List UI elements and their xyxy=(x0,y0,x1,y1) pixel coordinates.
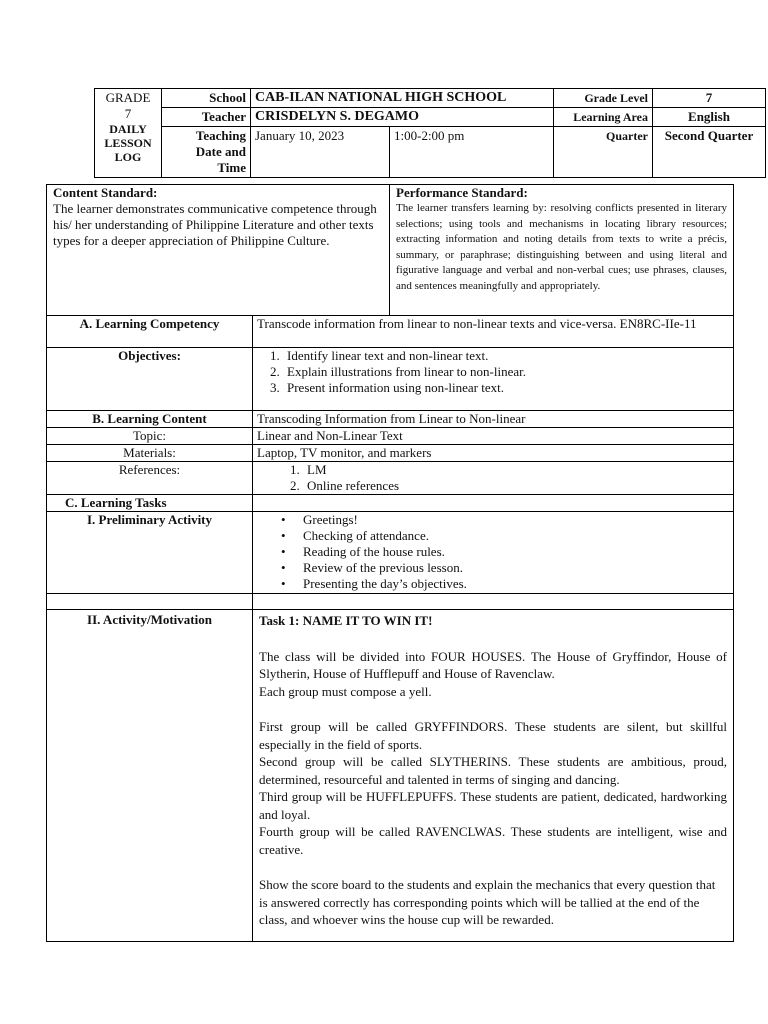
content-standard-cell xyxy=(47,185,390,315)
grade-number: 7 xyxy=(124,106,132,121)
topic-label: Topic: xyxy=(47,428,253,445)
task-paragraph: First group will be called GRYFFINDORS. These students are silent, but skillful especially in the field of sports. xyxy=(259,719,727,752)
preliminary-item: • Reading of the house rules. xyxy=(303,544,729,560)
teaching-label-line-1: Teaching xyxy=(195,128,246,143)
task-paragraph: Fourth group will be called RAVENCLWAS. These students are intelligent, wise and creative. xyxy=(259,824,727,857)
objective-item: 3. Present information using non-linear text. xyxy=(283,380,729,396)
dll-line-2: LESSON xyxy=(104,136,152,150)
competency-value: Transcode information from linear to non-linear texts and vice-versa. EN8RC-IIe-11 xyxy=(253,316,734,348)
objective-item: 1. Identify linear text and non-linear text. xyxy=(283,348,729,364)
topic-value: Linear and Non-Linear Text xyxy=(253,428,734,445)
learning-tasks-label: C. Learning Tasks xyxy=(47,495,253,512)
task-paragraph: Third group will be HUFFLEPUFFS. These students are patient, dedicated, hardworking and loyal. xyxy=(259,789,727,822)
school-value: CAB-ILAN NATIONAL HIGH SCHOOL xyxy=(251,89,554,108)
materials-label: Materials: xyxy=(47,445,253,462)
quarter-value: Second Quarter xyxy=(653,127,766,178)
learning-tasks-empty xyxy=(253,495,734,512)
spacer-cell xyxy=(253,594,734,610)
competency-label: A. Learning Competency xyxy=(47,316,253,348)
task-paragraph: Each group must compose a yell. xyxy=(259,683,432,699)
learning-area-value: English xyxy=(653,108,766,127)
teaching-date-label xyxy=(162,127,251,178)
activity-cell xyxy=(253,610,734,942)
performance-standard-title: Performance Standard: xyxy=(396,185,528,200)
spacer xyxy=(259,630,727,648)
standards-row xyxy=(47,185,734,316)
spacer-cell xyxy=(47,594,253,610)
content-standard-text: The learner demonstrates communicative competence through his/ her understanding of Philippine Literature and other texts types for a deeper appreciation of Philippine Culture. xyxy=(53,201,377,248)
preliminary-item: • Greetings! xyxy=(303,512,729,528)
spacer xyxy=(259,700,727,718)
header-table xyxy=(94,88,766,178)
learning-content-label: B. Learning Content xyxy=(47,411,253,428)
grade-level-value: 7 xyxy=(653,89,766,108)
grade-word: GRADE xyxy=(105,90,151,105)
task-paragraph: The class will be divided into FOUR HOUSES. The House of Gryffindor, House of Slytherin, House of Hufflepuff and House of Ravenclaw. xyxy=(259,648,727,681)
objectives-list xyxy=(257,348,729,396)
preliminary-item: • Checking of attendance. xyxy=(303,528,729,544)
teaching-label-line-3: Time xyxy=(217,160,246,175)
performance-standard-text: The learner transfers learning by: resolving conflicts presented in literary selections; using tools and mechanisms in locating library resources; extracting information and noting details from texts to write a précis, summary, or paraphrase; distinguishing between and using literal and figurative language and verbal and non-verbal cues; use phrases, clauses, and sentences meaningfully and appropriately. xyxy=(396,202,727,292)
task-paragraph: Show the score board to the students and explain the mechanics that every question that is answered correctly has corresponding points which will be tallied at the end of the class, and whoever wins the house cup will be rewarded. xyxy=(259,877,716,927)
time-value: 1:00-2:00 pm xyxy=(390,127,554,178)
activity-motivation-label: II. Activity/Motivation xyxy=(47,610,253,942)
teaching-label-line-2: Date and xyxy=(195,144,246,159)
dll-line-1: DAILY xyxy=(109,122,147,136)
preliminary-list xyxy=(257,512,729,592)
references-cell xyxy=(253,462,734,495)
quarter-label: Quarter xyxy=(554,127,653,178)
preliminary-activity-label: I. Preliminary Activity xyxy=(47,512,253,594)
dll-line-3: LOG xyxy=(114,150,142,164)
references-label: References: xyxy=(47,462,253,495)
grade-box xyxy=(95,89,162,178)
grade-level-label: Grade Level xyxy=(554,89,653,108)
objectives-cell xyxy=(253,348,734,411)
lesson-table xyxy=(46,184,734,942)
task-title: Task 1: NAME IT TO WIN IT! xyxy=(259,613,433,628)
performance-standard-cell xyxy=(390,185,734,315)
spacer xyxy=(259,858,727,876)
task-paragraph: Second group will be called SLYTHERINS. These students are ambitious, proud, determined, resourceful and talented in terms of singing and dancing. xyxy=(259,754,727,787)
preliminary-item: • Presenting the day’s objectives. xyxy=(303,576,729,592)
content-standard-title: Content Standard: xyxy=(53,185,158,200)
references-list xyxy=(257,462,729,494)
teacher-value: CRISDELYN S. DEGAMO xyxy=(251,108,554,127)
learning-area-label: Learning Area xyxy=(554,108,653,127)
objectives-label: Objectives: xyxy=(47,348,253,411)
preliminary-activity-cell xyxy=(253,512,734,594)
materials-value: Laptop, TV monitor, and markers xyxy=(253,445,734,462)
objective-item: 2. Explain illustrations from linear to non-linear. xyxy=(283,364,729,380)
reference-item: 1. LM xyxy=(303,462,729,478)
date-value: January 10, 2023 xyxy=(251,127,390,178)
reference-item: 2. Online references xyxy=(303,478,729,494)
learning-content-value: Transcoding Information from Linear to Non-linear xyxy=(253,411,734,428)
preliminary-item: • Review of the previous lesson. xyxy=(303,560,729,576)
school-label: School xyxy=(162,89,251,108)
teacher-label: Teacher xyxy=(162,108,251,127)
